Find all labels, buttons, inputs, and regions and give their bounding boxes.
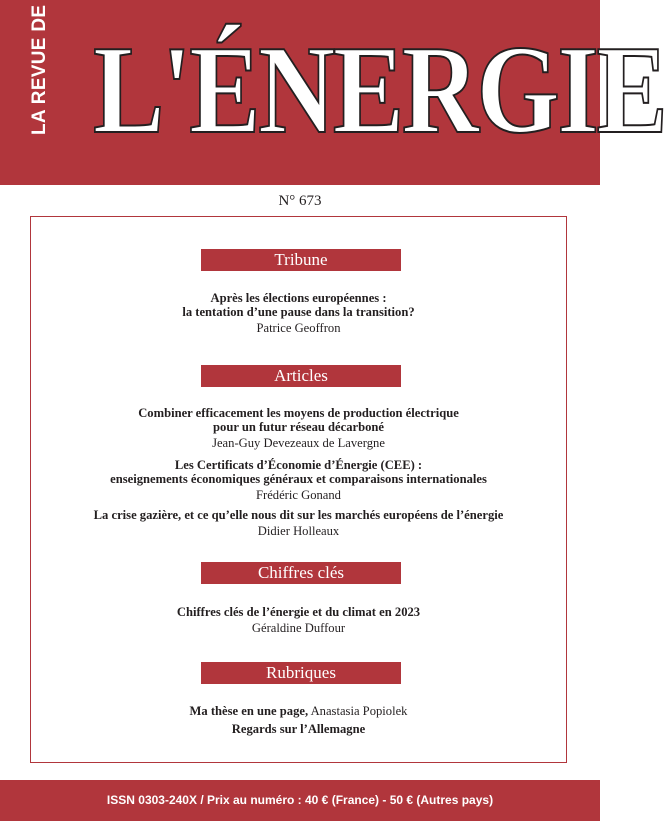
toc-entry-rubriques-2[interactable] xyxy=(30,722,567,736)
toc-entry-rubriques-1[interactable] xyxy=(30,704,567,718)
section-heading-tribune: Tribune xyxy=(201,249,401,271)
entry-title: la tentation d’une pause dans la transition? xyxy=(182,305,415,319)
section-heading-articles: Articles xyxy=(201,365,401,387)
toc-entry-article-1[interactable] xyxy=(30,406,567,450)
entry-title: Regards sur l’Allemagne xyxy=(231,722,366,736)
entry-author: Jean-Guy Devezeaux de Lavergne xyxy=(212,436,385,450)
entry-title: pour un futur réseau décarboné xyxy=(213,420,384,434)
entry-title: enseignements économiques généraux et comparaisons internationales xyxy=(110,472,487,486)
entry-author: Anastasia Popiolek xyxy=(310,704,408,718)
footer-issn-price: ISSN 0303-240X / Prix au numéro : 40 € (France) - 50 € (Autres pays) xyxy=(106,793,494,807)
toc-entry-article-3[interactable] xyxy=(30,508,567,538)
issue-number: N° 673 xyxy=(278,193,322,209)
entry-title: Ma thèse en une page, xyxy=(189,704,309,718)
entry-author: Géraldine Duffour xyxy=(251,621,346,635)
entry-author: Frédéric Gonand xyxy=(256,488,341,502)
toc-entry-tribune-1[interactable] xyxy=(30,291,567,335)
entry-title: Combiner efficacement les moyens de production électrique xyxy=(138,406,459,420)
toc-entry-article-2[interactable] xyxy=(30,458,567,502)
entry-author: Patrice Geoffron xyxy=(256,321,341,335)
section-heading-rubriques: Rubriques xyxy=(201,662,401,684)
footer-band xyxy=(0,780,600,821)
masthead-title: L'ÉNERGIE xyxy=(93,21,665,160)
entry-title: Après les élections européennes : xyxy=(210,291,387,305)
entry-author: Didier Holleaux xyxy=(257,524,340,538)
masthead-subtitle: LA REVUE DE xyxy=(29,4,50,135)
entry-title: La crise gazière, et ce qu’elle nous dit sur les marchés européens de l’énergie xyxy=(93,508,504,522)
masthead xyxy=(0,0,665,185)
section-heading-chiffres-cles: Chiffres clés xyxy=(201,562,401,584)
entry-title: Les Certificats d’Économie d’Énergie (CEE) : xyxy=(174,458,423,472)
toc-entry-chiffres-1[interactable] xyxy=(30,605,567,635)
entry-title: Chiffres clés de l’énergie et du climat en 2023 xyxy=(176,605,421,619)
